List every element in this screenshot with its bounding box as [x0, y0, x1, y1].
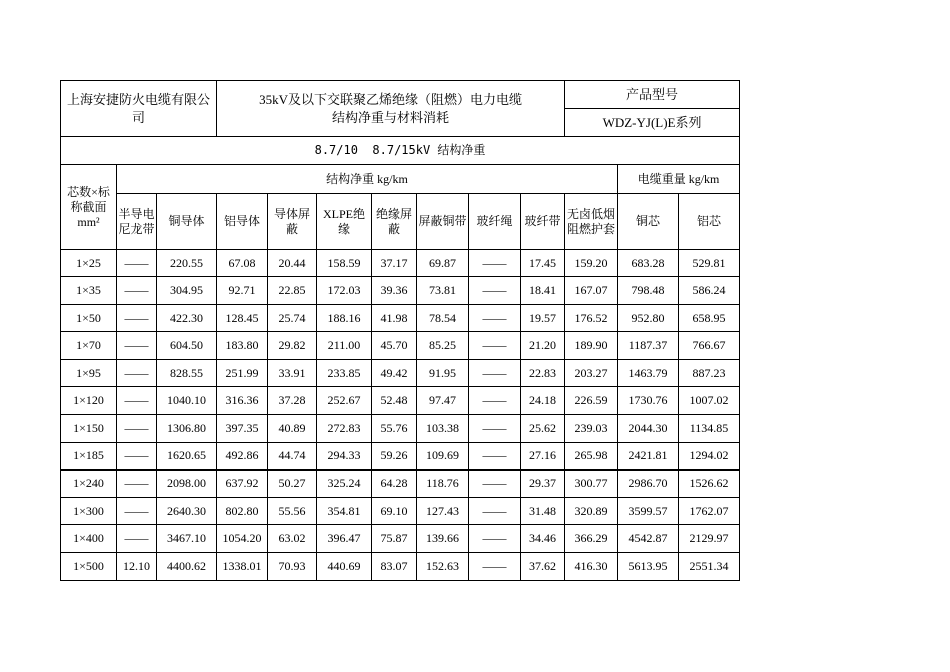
- table-cell: 802.80: [217, 498, 268, 525]
- table-cell: 25.62: [521, 415, 565, 443]
- table-cell: 159.20: [565, 250, 618, 277]
- table-cell: 31.48: [521, 498, 565, 525]
- row-spec: 1×70: [61, 332, 117, 360]
- table-cell: 4542.87: [618, 525, 679, 553]
- table-cell: 265.98: [565, 443, 618, 470]
- col-header-conductor-screen: 导体屏蔽: [268, 194, 317, 250]
- cable-weight-table: [60, 80, 740, 581]
- title-line-1: 35kV及以下交联聚乙烯绝缘（阻燃）电力电缆: [259, 91, 522, 107]
- table-cell: 252.67: [317, 387, 372, 415]
- table-row: [61, 470, 740, 498]
- table-cell: 1338.01: [217, 553, 268, 581]
- table-cell: 316.36: [217, 387, 268, 415]
- table-cell: 50.27: [268, 470, 317, 498]
- table-row: [61, 305, 740, 332]
- table-cell: 211.00: [317, 332, 372, 360]
- table-cell: 320.89: [565, 498, 618, 525]
- table-cell: 12.10: [117, 553, 157, 581]
- col-header-semiconductive-nylon-tape: 半导电尼龙带: [117, 194, 157, 250]
- table-cell: ——: [117, 305, 157, 332]
- table-cell: ——: [117, 277, 157, 305]
- table-cell: 354.81: [317, 498, 372, 525]
- table-cell: ——: [469, 553, 521, 581]
- table-cell: 1306.80: [157, 415, 217, 443]
- company-name: 上海安捷防火电缆有限公司: [61, 81, 217, 137]
- document-title: [217, 81, 565, 137]
- table-row: [61, 277, 740, 305]
- table-cell: 29.37: [521, 470, 565, 498]
- table-cell: 152.63: [417, 553, 469, 581]
- table-cell: 59.26: [372, 443, 417, 470]
- col-header-copper-core-weight: 铜芯: [618, 194, 679, 250]
- table-cell: 604.50: [157, 332, 217, 360]
- table-cell: 33.91: [268, 360, 317, 387]
- table-cell: 22.85: [268, 277, 317, 305]
- table-cell: ——: [117, 443, 157, 470]
- table-cell: 5613.95: [618, 553, 679, 581]
- table-cell: 22.83: [521, 360, 565, 387]
- table-cell: 233.85: [317, 360, 372, 387]
- table-cell: 272.83: [317, 415, 372, 443]
- table-cell: 203.27: [565, 360, 618, 387]
- table-cell: ——: [117, 332, 157, 360]
- table-cell: 304.95: [157, 277, 217, 305]
- col-header-screen-copper-tape: 屏蔽铜带: [417, 194, 469, 250]
- table-cell: ——: [469, 387, 521, 415]
- table-cell: 83.07: [372, 553, 417, 581]
- row-spec: 1×400: [61, 525, 117, 553]
- row-spec: 1×25: [61, 250, 117, 277]
- model-value: WDZ-YJ(L)E系列: [565, 109, 740, 137]
- table-cell: 92.71: [217, 277, 268, 305]
- row-spec: 1×150: [61, 415, 117, 443]
- table-cell: 1730.76: [618, 387, 679, 415]
- table-cell: 586.24: [679, 277, 740, 305]
- table-cell: 1054.20: [217, 525, 268, 553]
- table-cell: 40.89: [268, 415, 317, 443]
- table-cell: 492.86: [217, 443, 268, 470]
- row-spec: 1×35: [61, 277, 117, 305]
- table-cell: 1040.10: [157, 387, 217, 415]
- table-cell: 3599.57: [618, 498, 679, 525]
- table-cell: 176.52: [565, 305, 618, 332]
- table-cell: 20.44: [268, 250, 317, 277]
- col-header-aluminum-core-weight: 铝芯: [679, 194, 740, 250]
- table-cell: 139.66: [417, 525, 469, 553]
- table-cell: 239.03: [565, 415, 618, 443]
- table-cell: 55.56: [268, 498, 317, 525]
- col-header-glass-fiber-tape: 玻纤带: [521, 194, 565, 250]
- table-cell: 2551.34: [679, 553, 740, 581]
- table-cell: 64.28: [372, 470, 417, 498]
- table-cell: 37.17: [372, 250, 417, 277]
- table-cell: ——: [117, 360, 157, 387]
- table-row: [61, 387, 740, 415]
- row-spec: 1×240: [61, 470, 117, 498]
- table-cell: 17.45: [521, 250, 565, 277]
- table-cell: 21.20: [521, 332, 565, 360]
- table-cell: 37.28: [268, 387, 317, 415]
- table-row: [61, 332, 740, 360]
- table-cell: 167.07: [565, 277, 618, 305]
- table-cell: 1463.79: [618, 360, 679, 387]
- title-line-2: 结构净重与材料消耗: [332, 109, 450, 125]
- net-weight-group-header: 结构净重 kg/km: [117, 165, 618, 194]
- table-cell: 887.23: [679, 360, 740, 387]
- table-cell: 529.81: [679, 250, 740, 277]
- col-header-insulation-screen: 绝缘屏蔽: [372, 194, 417, 250]
- table-cell: 85.25: [417, 332, 469, 360]
- table-row: [61, 360, 740, 387]
- table-cell: ——: [469, 332, 521, 360]
- table-cell: 396.47: [317, 525, 372, 553]
- table-cell: 69.10: [372, 498, 417, 525]
- table-cell: 67.08: [217, 250, 268, 277]
- table-cell: 3467.10: [157, 525, 217, 553]
- table-cell: 25.74: [268, 305, 317, 332]
- table-cell: 2640.30: [157, 498, 217, 525]
- table-cell: 220.55: [157, 250, 217, 277]
- table-cell: ——: [469, 360, 521, 387]
- table-cell: ——: [469, 498, 521, 525]
- table-cell: ——: [469, 415, 521, 443]
- table-cell: 4400.62: [157, 553, 217, 581]
- table-cell: 69.87: [417, 250, 469, 277]
- table-cell: 683.28: [618, 250, 679, 277]
- table-cell: 189.90: [565, 332, 618, 360]
- row-spec: 1×95: [61, 360, 117, 387]
- row-spec: 1×300: [61, 498, 117, 525]
- table-cell: 39.36: [372, 277, 417, 305]
- table-subtitle: 8.7/10 8.7/15kV 结构净重: [61, 137, 740, 165]
- table-cell: 226.59: [565, 387, 618, 415]
- row-spec: 1×50: [61, 305, 117, 332]
- table-cell: ——: [469, 470, 521, 498]
- table-cell: ——: [117, 250, 157, 277]
- table-cell: ——: [117, 470, 157, 498]
- col-header-aluminum-conductor: 铝导体: [217, 194, 268, 250]
- col-header-copper-conductor: 铜导体: [157, 194, 217, 250]
- table-cell: 172.03: [317, 277, 372, 305]
- table-cell: 422.30: [157, 305, 217, 332]
- table-row: [61, 250, 740, 277]
- table-cell: 49.42: [372, 360, 417, 387]
- table-cell: 325.24: [317, 470, 372, 498]
- table-cell: 97.47: [417, 387, 469, 415]
- table-cell: 2986.70: [618, 470, 679, 498]
- table-cell: 24.18: [521, 387, 565, 415]
- col-header-xlpe-insulation: XLPE绝缘: [317, 194, 372, 250]
- table-cell: 183.80: [217, 332, 268, 360]
- table-cell: 2098.00: [157, 470, 217, 498]
- table-cell: 952.80: [618, 305, 679, 332]
- table-cell: 300.77: [565, 470, 618, 498]
- col-header-lszh-sheath: 无卤低烟阻燃护套: [565, 194, 618, 250]
- table-cell: 78.54: [417, 305, 469, 332]
- table-cell: 34.46: [521, 525, 565, 553]
- table-cell: 91.95: [417, 360, 469, 387]
- table-cell: 1526.62: [679, 470, 740, 498]
- table-cell: 63.02: [268, 525, 317, 553]
- table-cell: 2044.30: [618, 415, 679, 443]
- table-cell: 1294.02: [679, 443, 740, 470]
- table-cell: 127.43: [417, 498, 469, 525]
- table-cell: ——: [469, 250, 521, 277]
- cable-weight-group-header: 电缆重量 kg/km: [618, 165, 740, 194]
- table-cell: 158.59: [317, 250, 372, 277]
- table-row: [61, 498, 740, 525]
- core-area-header: 芯数×标称截面mm²: [61, 165, 117, 250]
- table-row: [61, 525, 740, 553]
- table-cell: ——: [117, 525, 157, 553]
- table-cell: ——: [117, 387, 157, 415]
- table-cell: 109.69: [417, 443, 469, 470]
- table-cell: 658.95: [679, 305, 740, 332]
- table-cell: 416.30: [565, 553, 618, 581]
- table-cell: 1007.02: [679, 387, 740, 415]
- table-cell: 128.45: [217, 305, 268, 332]
- table-cell: 1762.07: [679, 498, 740, 525]
- row-spec: 1×500: [61, 553, 117, 581]
- table-cell: 52.48: [372, 387, 417, 415]
- table-cell: 366.29: [565, 525, 618, 553]
- table-cell: 637.92: [217, 470, 268, 498]
- table-cell: 1187.37: [618, 332, 679, 360]
- table-cell: ——: [469, 305, 521, 332]
- table-cell: ——: [117, 498, 157, 525]
- table-cell: ——: [469, 525, 521, 553]
- table-cell: 397.35: [217, 415, 268, 443]
- table-cell: 766.67: [679, 332, 740, 360]
- table-cell: 29.82: [268, 332, 317, 360]
- table-cell: ——: [469, 277, 521, 305]
- table-cell: 18.41: [521, 277, 565, 305]
- table-cell: 2129.97: [679, 525, 740, 553]
- table-cell: 44.74: [268, 443, 317, 470]
- table-cell: 55.76: [372, 415, 417, 443]
- table-cell: 41.98: [372, 305, 417, 332]
- table-cell: 45.70: [372, 332, 417, 360]
- table-cell: 798.48: [618, 277, 679, 305]
- table-cell: ——: [117, 415, 157, 443]
- table-cell: 828.55: [157, 360, 217, 387]
- table-cell: 19.57: [521, 305, 565, 332]
- table-row: [61, 415, 740, 443]
- table-cell: 27.16: [521, 443, 565, 470]
- row-spec: 1×185: [61, 443, 117, 470]
- table-cell: 294.33: [317, 443, 372, 470]
- table-cell: 73.81: [417, 277, 469, 305]
- table-cell: 1620.65: [157, 443, 217, 470]
- table-row: [61, 553, 740, 581]
- table-cell: 75.87: [372, 525, 417, 553]
- table-cell: 251.99: [217, 360, 268, 387]
- model-label: 产品型号: [565, 81, 740, 109]
- table-cell: 2421.81: [618, 443, 679, 470]
- table-cell: 1134.85: [679, 415, 740, 443]
- table-cell: 188.16: [317, 305, 372, 332]
- table-cell: 440.69: [317, 553, 372, 581]
- row-spec: 1×120: [61, 387, 117, 415]
- table-cell: 37.62: [521, 553, 565, 581]
- table-row: [61, 443, 740, 470]
- table-cell: 118.76: [417, 470, 469, 498]
- col-header-glass-fiber-rope: 玻纤绳: [469, 194, 521, 250]
- table-cell: 103.38: [417, 415, 469, 443]
- table-cell: 70.93: [268, 553, 317, 581]
- table-cell: ——: [469, 443, 521, 470]
